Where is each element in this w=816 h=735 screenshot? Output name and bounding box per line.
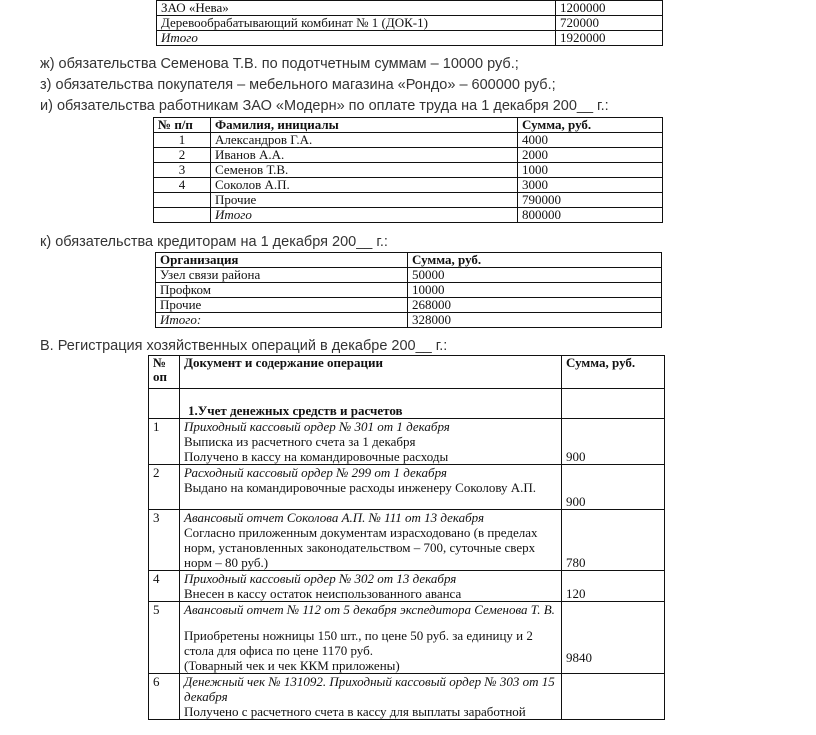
name-cell: Семенов Т.В. [211,163,518,178]
num-cell [154,208,211,223]
num-cell: 5 [149,602,180,674]
sum-cell: 120 [562,571,665,602]
table-row [154,148,663,163]
doc-cell [180,571,562,602]
table-header-row [149,356,665,389]
sum-cell: 2000 [518,148,663,163]
doc-line: Выдано на командировочные расходы инженеру Соколову А.П. [184,480,537,495]
header-num: № оп [149,356,180,389]
operations-table [148,355,665,720]
org-cell: Деревообрабатывающий комбинат № 1 (ДОК-1) [157,16,556,31]
sum-cell: 790000 [518,193,663,208]
table-row [154,178,663,193]
doc-cell [180,510,562,571]
doc-line: Приобретены ножницы 150 шт., по цене 50 руб. за единицу и 2 стола для офиса по цене 1170 руб. [184,628,533,658]
doc-line: Выписка из расчетного счета за 1 декабря [184,434,416,449]
num-cell: 1 [154,133,211,148]
doc-title: Приходный кассовый ордер № 301 от 1 декабря [184,419,450,434]
paragraph-i: и) обязательства работникам ЗАО «Модерн» по оплате труда на 1 декабря 200__ г.: [40,98,609,114]
table-row [154,208,663,223]
sum-cell: 268000 [408,298,662,313]
table-row [149,602,665,674]
doc-title: Приходный кассовый ордер № 302 от 13 декабря [184,571,457,586]
sum-cell: 780 [562,510,665,571]
num-cell: 6 [149,674,180,720]
doc-cell [180,419,562,465]
section-title: 1.Учет денежных средств и расчетов [180,389,562,419]
sum-cell: 1920000 [556,31,663,46]
sum-cell: 1200000 [556,1,663,16]
header-num: № п/п [154,118,211,133]
num-cell: 4 [154,178,211,193]
sum-cell [562,674,665,720]
doc-title: Расходный кассовый ордер № 299 от 1 декабря [184,465,447,480]
table-row [157,1,663,16]
sum-cell: 900 [562,465,665,510]
workers-table [153,117,663,223]
top-table [156,0,663,46]
paragraph-z: з) обязательства покупателя – мебельного магазина «Рондо» – 600000 руб.; [40,77,556,93]
num-cell: 4 [149,571,180,602]
paragraph-zh: ж) обязательства Семенова Т.В. по подотчетным суммам – 10000 руб.; [40,56,519,72]
doc-line: Получено с расчетного счета в кассу для выплаты заработной [184,704,526,719]
paragraph-k: к) обязательства кредиторам на 1 декабря 200__ г.: [40,234,388,250]
doc-cell [180,674,562,720]
table-row [157,16,663,31]
doc-title: Авансовый отчет Соколова А.П. № 111 от 13 декабря [184,510,485,525]
table-row [156,283,662,298]
num-cell [149,389,180,419]
header-sum: Сумма, руб. [408,253,662,268]
table-row [149,571,665,602]
num-cell: 3 [149,510,180,571]
table-row [154,133,663,148]
doc-line: (Товарный чек и чек ККМ приложены) [184,658,400,673]
org-cell: Итого: [156,313,408,328]
table-row [156,298,662,313]
doc-cell [180,465,562,510]
org-cell: Итого [157,31,556,46]
table-row [154,163,663,178]
table-row [149,510,665,571]
doc-line: Согласно приложенным документам израсходовано (в пределах норм, установленных законодательством – 700, суточные сверх норм – 80 руб.) [184,525,538,570]
num-cell: 3 [154,163,211,178]
header-sum: Сумма, руб. [562,356,665,389]
header-doc: Документ и содержание операции [180,356,562,389]
doc-title: Денежный чек № 131092. Приходный кассовый ордер № 303 от 15 декабря [184,674,555,704]
table-header-row [156,253,662,268]
table-row [149,465,665,510]
doc-line: Внесен в кассу остаток неиспользованного аванса [184,586,462,601]
sum-cell: 50000 [408,268,662,283]
table-row [149,674,665,720]
paragraph-v: В. Регистрация хозяйственных операций в декабре 200__ г.: [40,338,448,354]
table-row [154,193,663,208]
sum-cell: 1000 [518,163,663,178]
num-cell: 2 [149,465,180,510]
header-sum: Сумма, руб. [518,118,663,133]
name-cell: Иванов А.А. [211,148,518,163]
sum-cell: 720000 [556,16,663,31]
header-name: Фамилия, инициалы [211,118,518,133]
doc-line: Получено в кассу на командировочные расходы [184,449,449,464]
sum-cell [562,389,665,419]
name-cell: Прочие [211,193,518,208]
doc-title: Авансовый отчет № 112 от 5 декабря экспедитора Семенова Т. В. [184,602,555,617]
org-cell: Профком [156,283,408,298]
num-cell: 2 [154,148,211,163]
name-cell: Итого [211,208,518,223]
doc-cell [180,602,562,674]
sum-cell: 9840 [562,602,665,674]
name-cell: Александров Г.А. [211,133,518,148]
sum-cell: 4000 [518,133,663,148]
name-cell: Соколов А.П. [211,178,518,193]
org-cell: Узел связи района [156,268,408,283]
table-row [157,31,663,46]
num-cell: 1 [149,419,180,465]
table-row [156,268,662,283]
sum-cell: 3000 [518,178,663,193]
section-row [149,389,665,419]
sum-cell: 900 [562,419,665,465]
table-row [156,313,662,328]
num-cell [154,193,211,208]
header-org: Организация [156,253,408,268]
sum-cell: 328000 [408,313,662,328]
table-row [149,419,665,465]
sum-cell: 10000 [408,283,662,298]
creditors-table [155,252,662,328]
org-cell: ЗАО «Нева» [157,1,556,16]
sum-cell: 800000 [518,208,663,223]
org-cell: Прочие [156,298,408,313]
table-header-row [154,118,663,133]
